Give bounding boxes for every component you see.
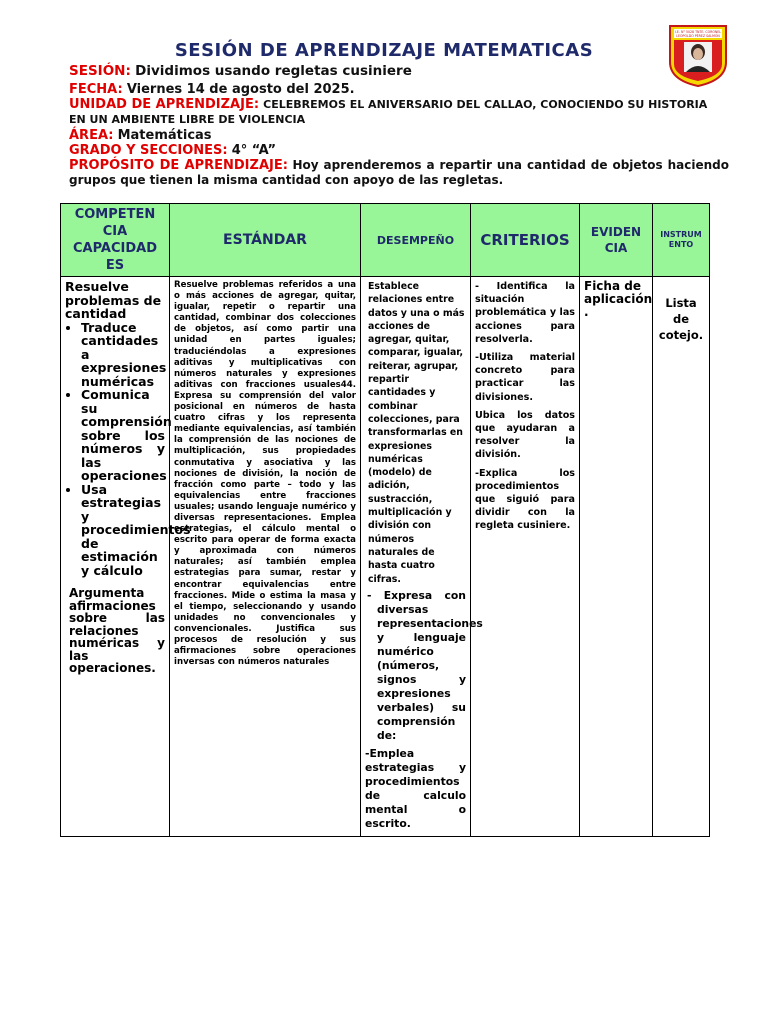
- criterio-item: - Identifica la situación problemática y las acciones para resolverla.: [475, 281, 575, 345]
- date-value: Viernes 14 de agosto del 2025.: [126, 82, 355, 97]
- header-competencia: COMPETEN CIA CAPACIDAD ES: [61, 204, 170, 277]
- header-desempeno: DESEMPEÑO: [361, 204, 471, 277]
- instrumento-cell: Lista de cotejo.: [653, 277, 710, 837]
- list-item: • Traduce cantidades a expresiones numéricas: [81, 321, 165, 389]
- learning-session-table: [60, 203, 710, 837]
- list-item: • Comunica su comprensión sobre los números y las operaciones: [81, 388, 165, 483]
- purpose-label: PROPÓSITO DE APRENDIZAJE:: [69, 158, 288, 173]
- unit-line: [69, 97, 729, 112]
- session-label: SESIÓN:: [69, 63, 131, 79]
- desempeno-cell: [361, 277, 483, 837]
- grade-value: 4° “A”: [231, 143, 277, 158]
- svg-text:LEOPOLDO PÉREZ SALMÓN: LEOPOLDO PÉREZ SALMÓN: [676, 34, 720, 38]
- date-label: FECHA:: [69, 82, 123, 97]
- purpose-line: [69, 158, 729, 187]
- evidencia-cell: Ficha de aplicación .: [580, 277, 653, 837]
- unit-value: CELEBREMOS EL ANIVERSARIO DEL CALLAO, CONOCIENDO SU HISTORIA: [263, 98, 708, 111]
- page-title: SESIÓN DE APRENDIZAJE MATEMATICAS: [174, 40, 594, 61]
- svg-text:I.E. N° 5028 TNTE. CORONEL: I.E. N° 5028 TNTE. CORONEL: [674, 30, 722, 34]
- criterio-item: -Explica los procedimientos que siguió para dividir con la regleta cusiniere.: [475, 467, 575, 532]
- unit-line-2: [69, 112, 729, 127]
- area-label: ÁREA:: [69, 128, 114, 143]
- criterio-item: -Utiliza material concreto para practicar las divisiones.: [475, 352, 575, 403]
- unit-value-2: EN UN AMBIENTE LIBRE DE VIOLENCIA: [69, 113, 306, 126]
- date-line: [69, 82, 729, 97]
- session-line: [69, 64, 729, 79]
- argumenta-text: Argumenta afirmaciones sobre las relaciones numéricas y las operaciones.: [69, 586, 165, 675]
- capacidades-list: [65, 319, 191, 578]
- header-instrumento: INSTRUM ENTO: [653, 204, 710, 277]
- criterios-cell: [471, 277, 580, 837]
- criterio-item: Ubica los datos que ayudaran a resolver la división.: [475, 409, 575, 461]
- purpose-value: Hoy aprenderemos a repartir una cantidad de objetos haciendo grupos que tienen la misma cantidad con apoyo de las regletas.: [69, 158, 729, 187]
- competencia-cell: [61, 277, 191, 837]
- estandar-cell: Resuelve problemas referidos a una o más acciones de agregar, quitar, igualar, repetir o repartir una cantidad, combinar dos colecciones de objetos, así como partir una unidad en partes iguales; traduciéndolas a expresiones aditivas y multiplicativas con números naturales y expresiones aditivas con fracciones usuales44. Expresa su comprensión del valor posicional en números de hasta cuatro cifras y los representa mediante equivalencias, así también la comprensión de las nociones de multiplicación, sus propiedades conmutativa y asociativa y las nociones de división, la noción de fracción como parte – todo y las equivalencias entre fracciones usuales; usando lenguaje numérico y diversas representaciones. Emplea estrategias, el cálculo mental o escrito para operar de forma exacta y aproximada con números naturales; así también emplea estrategias para sumar, restar y encontrar equivalencias entre fracciones. Mide o estima la masa y el tiempo, seleccionando y usando unidades no convencionales y convencionales. Justifica sus procesos de resolución y sus afirmaciones sobre operaciones inversas con números naturales: [170, 277, 361, 837]
- desempeno-intro: Establece relaciones entre datos y una o más acciones de agregar, quitar, comparar, igualar, reiterar, agrupar, repartir cantidades y combinar colecciones, para transformarlas en expresiones numéricas (modelo) de adición, sustracción, multiplicación y división con números naturales de hasta cuatro cifras.: [368, 281, 465, 585]
- desempeno-expresa: - Expresa con diversas representaciones y lenguaje numérico (números, signos y expresiones verbales) su comprensión de:: [367, 588, 483, 742]
- header-estandar: ESTÁNDAR: [170, 204, 361, 277]
- area-value: Matemáticas: [117, 128, 212, 143]
- area-line: [69, 128, 729, 143]
- table-row: [61, 277, 710, 837]
- table-header-row: [61, 204, 710, 277]
- competencia-title: Resuelve problemas de cantidad: [65, 279, 162, 321]
- list-item: • Usa estrategias y procedimientos de estimación y cálculo: [81, 483, 165, 578]
- grade-line: [69, 143, 729, 158]
- header-criterios: CRITERIOS: [471, 204, 580, 277]
- desempeno-emplea: -Emplea estrategias y procedimientos de calculo mental o escrito.: [365, 746, 466, 830]
- unit-label: UNIDAD DE APRENDIZAJE:: [69, 97, 260, 112]
- grade-label: GRADO Y SECCIONES:: [69, 143, 228, 158]
- session-value: Dividimos usando regletas cusiniere: [135, 63, 412, 79]
- header-evidencia: EVIDEN CIA: [580, 204, 653, 277]
